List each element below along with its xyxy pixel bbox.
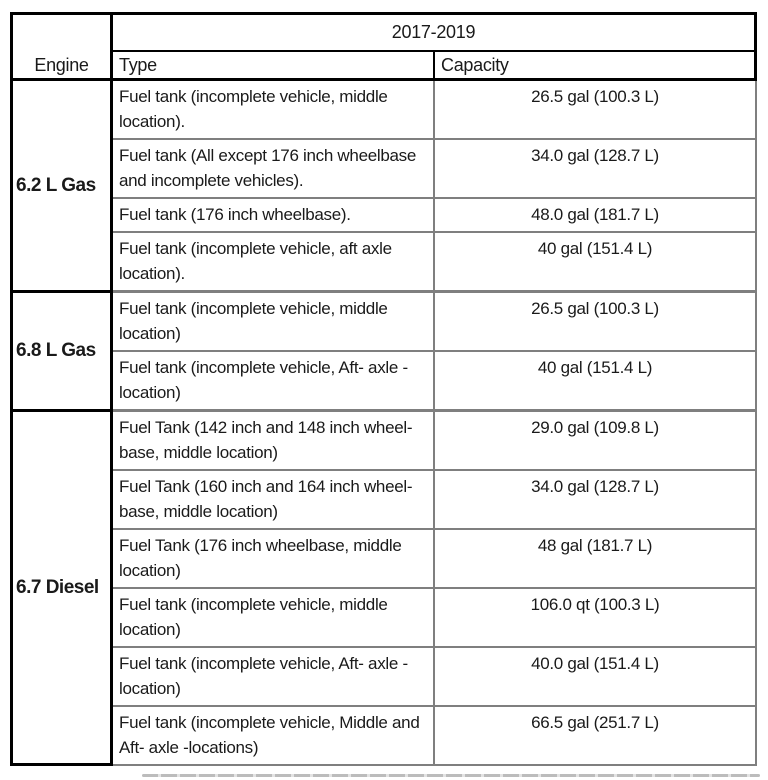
engine-label: 6.2 L Gas bbox=[13, 81, 113, 290]
capacity-value-cell: 26.5 gal (100.3 L) bbox=[531, 299, 659, 318]
table-row bbox=[113, 412, 755, 469]
table-row bbox=[113, 705, 755, 764]
capacity-value-cell: 34.0 gal (128.7 L) bbox=[531, 477, 659, 496]
table-body bbox=[10, 81, 757, 766]
fuel-tank-type-cell: Fuel tank (incomplete vehicle, aft axle location). bbox=[113, 233, 435, 290]
table-row bbox=[113, 138, 755, 197]
engine-label: 6.7 Diesel bbox=[13, 409, 113, 764]
fuel-tank-type-cell: Fuel tank (176 inch wheelbase). bbox=[113, 199, 435, 231]
capacity-value-cell: 48 gal (181.7 L) bbox=[537, 536, 653, 555]
capacity-value-cell: 40 gal (151.4 L) bbox=[537, 239, 653, 258]
capacity-value-cell: 106.0 qt (100.3 L) bbox=[530, 595, 660, 614]
table-row bbox=[113, 231, 755, 290]
fuel-tank-type-cell: Fuel Tank (160 inch and 164 inch wheel-base, middle location) bbox=[113, 471, 435, 528]
engine-label: 6.8 L Gas bbox=[13, 290, 113, 409]
fuel-tank-capacity-table bbox=[10, 12, 757, 766]
table-row bbox=[113, 528, 755, 587]
table-row bbox=[113, 469, 755, 528]
capacity-column-header: Capacity bbox=[441, 54, 509, 75]
section-rows bbox=[113, 81, 755, 290]
fuel-tank-type-cell: Fuel tank (incomplete vehicle, Aft- axle - location) bbox=[113, 648, 435, 705]
table-row bbox=[113, 197, 755, 231]
engine-section bbox=[13, 409, 755, 764]
type-column-header: Type bbox=[113, 52, 435, 78]
engine-column-header: Engine bbox=[13, 15, 113, 78]
fuel-tank-type-cell: Fuel Tank (142 inch and 148 inch wheel-base, middle location) bbox=[113, 412, 435, 469]
table-row bbox=[113, 646, 755, 705]
section-rows bbox=[113, 409, 755, 764]
capacity-value-cell: 40.0 gal (151.4 L) bbox=[531, 654, 659, 673]
capacity-value-cell: 40 gal (151.4 L) bbox=[537, 358, 653, 377]
subheader-row bbox=[113, 52, 754, 78]
fuel-tank-type-cell: Fuel tank (incomplete vehicle, middle location). bbox=[113, 81, 435, 138]
table-row bbox=[113, 587, 755, 646]
capacity-value-cell: 26.5 gal (100.3 L) bbox=[531, 87, 659, 106]
fuel-tank-type-cell: Fuel tank (incomplete vehicle, Middle and Aft- axle -locations) bbox=[113, 707, 435, 764]
section-rows bbox=[113, 290, 755, 409]
fuel-tank-type-cell: Fuel tank (All except 176 inch wheelbase and incomplete vehicles). bbox=[113, 140, 435, 197]
fuel-tank-type-cell: Fuel tank (incomplete vehicle, middle location) bbox=[113, 293, 435, 350]
engine-section bbox=[13, 290, 755, 409]
fuel-tank-type-cell: Fuel tank (incomplete vehicle, middle location) bbox=[113, 589, 435, 646]
year-range-header: 2017-2019 bbox=[113, 15, 754, 52]
engine-section bbox=[13, 81, 755, 290]
table-header bbox=[10, 12, 757, 81]
fuel-tank-type-cell: Fuel Tank (176 inch wheelbase, middle location) bbox=[113, 530, 435, 587]
table-row bbox=[113, 293, 755, 350]
capacity-value-cell: 29.0 gal (109.8 L) bbox=[531, 418, 659, 437]
table-row bbox=[113, 350, 755, 409]
table-row bbox=[113, 81, 755, 138]
cropped-next-row-edge bbox=[142, 774, 760, 777]
fuel-tank-type-cell: Fuel tank (incomplete vehicle, Aft- axle - location) bbox=[113, 352, 435, 409]
capacity-value-cell: 48.0 gal (181.7 L) bbox=[531, 205, 659, 224]
capacity-value-cell: 34.0 gal (128.7 L) bbox=[531, 146, 659, 165]
capacity-value-cell: 66.5 gal (251.7 L) bbox=[531, 713, 659, 732]
